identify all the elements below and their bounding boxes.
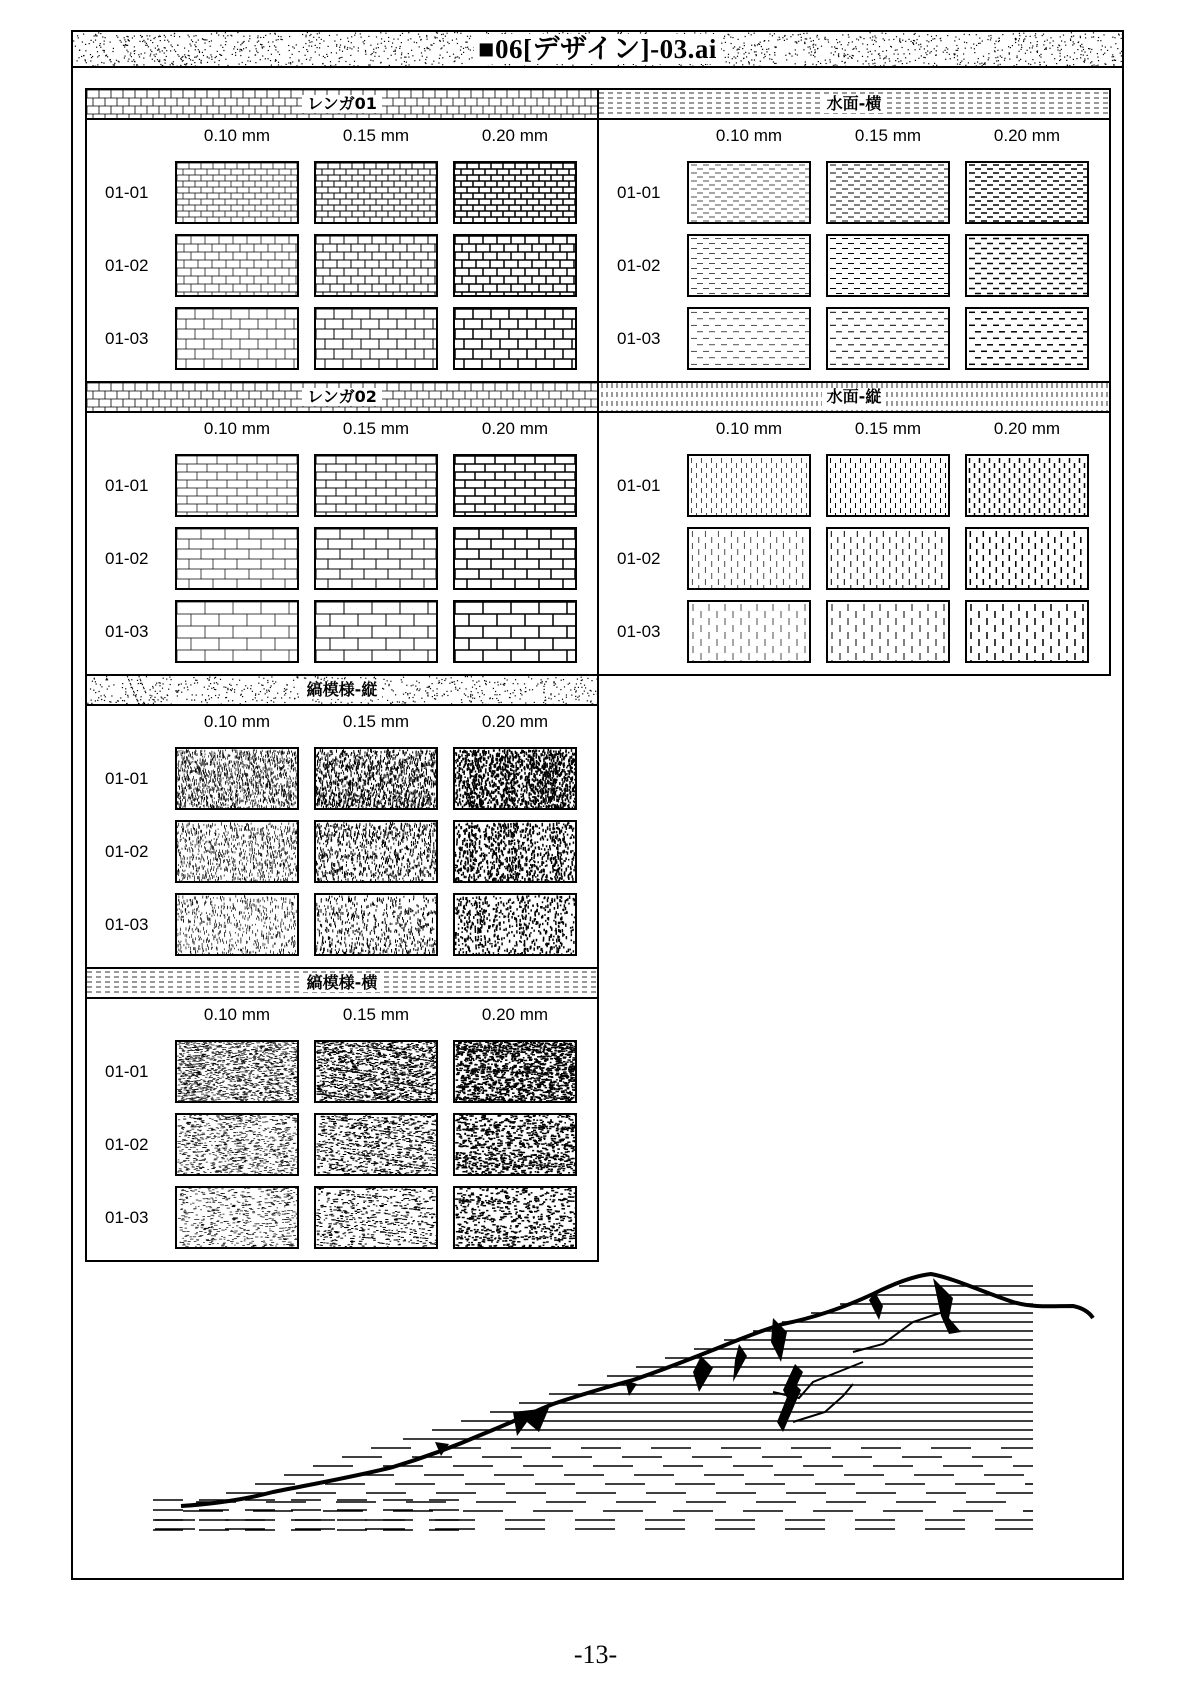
row-label: 01-02 [617,549,677,569]
panel-header [599,90,1109,120]
row-label: 01-01 [105,1062,165,1082]
row-label: 01-02 [105,1135,165,1155]
column-header: 0.20 mm [453,1005,577,1025]
pattern-swatch-graphic [316,1115,436,1174]
panel-title: レンガ01 [302,95,382,113]
pattern-swatch [453,527,577,590]
column-header: 0.20 mm [453,419,577,439]
pattern-swatch-graphic [689,163,809,222]
pattern-swatch [314,234,438,297]
pattern-swatch [453,1113,577,1176]
row-label: 01-03 [617,329,677,349]
pattern-swatch-graphic [828,236,948,295]
row-label: 01-01 [617,476,677,496]
row-label: 01-03 [105,622,165,642]
mountain-illustration [153,1272,1113,1542]
column-header: 0.15 mm [314,1005,438,1025]
pattern-swatch-graphic [316,163,436,222]
pattern-panel-stripe-vertical [85,674,599,969]
pattern-swatch [453,820,577,883]
pattern-swatch-graphic [316,456,436,515]
column-header: 0.20 mm [965,126,1089,146]
column-header: 0.10 mm [175,712,299,732]
pattern-swatch [175,454,299,517]
pattern-swatch-graphic [828,602,948,661]
column-header: 0.15 mm [314,126,438,146]
pattern-swatch-graphic [177,309,297,368]
pattern-swatch-graphic [316,749,436,808]
pattern-swatch-graphic [689,456,809,515]
pattern-swatch-graphic [828,163,948,222]
pattern-swatch-graphic [316,529,436,588]
document-title-bar [73,32,1122,68]
pattern-swatch [175,1113,299,1176]
pattern-swatch [175,234,299,297]
column-header: 0.15 mm [826,126,950,146]
pattern-swatch-graphic [455,529,575,588]
pattern-swatch [453,161,577,224]
pattern-swatch [175,820,299,883]
panel-title: レンガ02 [302,388,382,406]
row-label: 01-01 [617,183,677,203]
row-label: 01-03 [617,622,677,642]
pattern-swatch [314,893,438,956]
pattern-swatch [453,1186,577,1249]
row-label: 01-01 [105,183,165,203]
column-header: 0.10 mm [175,126,299,146]
row-label: 01-03 [105,329,165,349]
row-label: 01-01 [105,769,165,789]
pattern-swatch [826,307,950,370]
page-number: -13- [0,1640,1191,1670]
pattern-panel-brick-02 [85,381,599,676]
panel-header [87,90,597,120]
pattern-swatch [314,527,438,590]
pattern-swatch [314,820,438,883]
column-header: 0.20 mm [453,712,577,732]
pattern-swatch-graphic [455,456,575,515]
panel-header [599,383,1109,413]
pattern-swatch-graphic [177,602,297,661]
pattern-swatch [314,1186,438,1249]
pattern-swatch-graphic [455,822,575,881]
pattern-swatch [314,161,438,224]
row-label: 01-02 [105,549,165,569]
pattern-panel-water-vertical [597,381,1111,676]
pattern-swatch-graphic [177,895,297,954]
pattern-swatch [175,1040,299,1103]
pattern-swatch-graphic [828,456,948,515]
panel-header [87,383,597,413]
pattern-swatch [175,600,299,663]
pattern-swatch-graphic [455,1042,575,1101]
pattern-swatch-graphic [177,1042,297,1101]
pattern-swatch [965,234,1089,297]
pattern-swatch [314,600,438,663]
pattern-swatch-graphic [455,749,575,808]
pattern-swatch-graphic [177,749,297,808]
pattern-swatch-graphic [828,529,948,588]
pattern-swatch [453,600,577,663]
pattern-swatch-graphic [177,529,297,588]
row-label: 01-01 [105,476,165,496]
pattern-swatch [965,307,1089,370]
pattern-swatch [965,454,1089,517]
row-label: 01-02 [105,256,165,276]
pattern-swatch [175,747,299,810]
pattern-swatch [175,307,299,370]
pattern-swatch-graphic [689,236,809,295]
row-label: 01-02 [617,256,677,276]
pattern-swatch [175,161,299,224]
column-header: 0.15 mm [314,712,438,732]
pattern-swatch-graphic [828,309,948,368]
pattern-swatch [453,234,577,297]
pattern-swatch-graphic [177,822,297,881]
pattern-swatch-graphic [316,309,436,368]
pattern-swatch-graphic [455,163,575,222]
panel-title: 水面-横 [822,95,887,113]
pattern-swatch [314,307,438,370]
panel-header [87,969,597,999]
column-header: 0.20 mm [965,419,1089,439]
pattern-swatch-graphic [455,602,575,661]
panel-title: 縞模様-縦 [302,681,383,699]
pattern-swatch [314,1040,438,1103]
row-label: 01-02 [105,842,165,862]
pattern-swatch [687,527,811,590]
pattern-swatch [453,747,577,810]
pattern-swatch-graphic [177,236,297,295]
pattern-swatch [314,454,438,517]
pattern-swatch [175,527,299,590]
pattern-swatch-graphic [967,236,1087,295]
pattern-swatch [826,454,950,517]
pattern-swatch [314,747,438,810]
pattern-panel-water-horizontal [597,88,1111,383]
panel-title: 水面-縦 [822,388,887,406]
pattern-swatch [687,161,811,224]
pattern-swatch [965,161,1089,224]
mountain-ridge-line [181,1274,1093,1506]
pattern-swatch-graphic [967,163,1087,222]
pattern-swatch-graphic [455,309,575,368]
pattern-swatch [687,454,811,517]
column-header: 0.20 mm [453,126,577,146]
column-header: 0.10 mm [687,419,811,439]
pattern-swatch [175,893,299,956]
column-header: 0.10 mm [175,1005,299,1025]
pattern-swatch [687,307,811,370]
pattern-swatch-graphic [967,602,1087,661]
panel-title: 縞模様-横 [302,974,383,992]
pattern-swatch [314,1113,438,1176]
pattern-panel-brick-01 [85,88,599,383]
document-title: ■06[デザイン]-03.ai [474,34,721,64]
row-label: 01-03 [105,915,165,935]
pattern-swatch [453,454,577,517]
pattern-swatch [826,600,950,663]
pattern-swatch [175,1186,299,1249]
pattern-swatch-graphic [177,456,297,515]
pattern-swatch [826,527,950,590]
column-header: 0.15 mm [314,419,438,439]
pattern-swatch [453,893,577,956]
mountain-hatching [153,1286,1033,1530]
pattern-swatch-graphic [316,236,436,295]
pattern-swatch-graphic [177,163,297,222]
pattern-swatch [687,234,811,297]
pattern-swatch-graphic [316,602,436,661]
pattern-swatch-graphic [455,1188,575,1247]
pattern-swatch-graphic [455,1115,575,1174]
pattern-swatch-graphic [455,895,575,954]
column-header: 0.10 mm [175,419,299,439]
pattern-swatch-graphic [967,456,1087,515]
panel-header [87,676,597,706]
pattern-swatch-graphic [177,1115,297,1174]
pattern-swatch-graphic [455,236,575,295]
column-header: 0.15 mm [826,419,950,439]
pattern-swatch [965,600,1089,663]
pattern-swatch [687,600,811,663]
document-sheet [71,30,1124,1580]
pattern-swatch-graphic [316,895,436,954]
pattern-swatch-graphic [689,309,809,368]
pattern-swatch [453,307,577,370]
pattern-swatch-graphic [316,1042,436,1101]
pattern-swatch-graphic [316,1188,436,1247]
pattern-swatch [826,161,950,224]
pattern-swatch-graphic [316,822,436,881]
pattern-swatch-graphic [177,1188,297,1247]
pattern-swatch-graphic [689,602,809,661]
pattern-swatch [453,1040,577,1103]
pattern-swatch [826,234,950,297]
pattern-panel-stripe-horizontal [85,967,599,1262]
pattern-swatch-graphic [967,529,1087,588]
pattern-swatch-graphic [689,529,809,588]
row-label: 01-03 [105,1208,165,1228]
pattern-swatch-graphic [967,309,1087,368]
pattern-swatch [965,527,1089,590]
column-header: 0.10 mm [687,126,811,146]
